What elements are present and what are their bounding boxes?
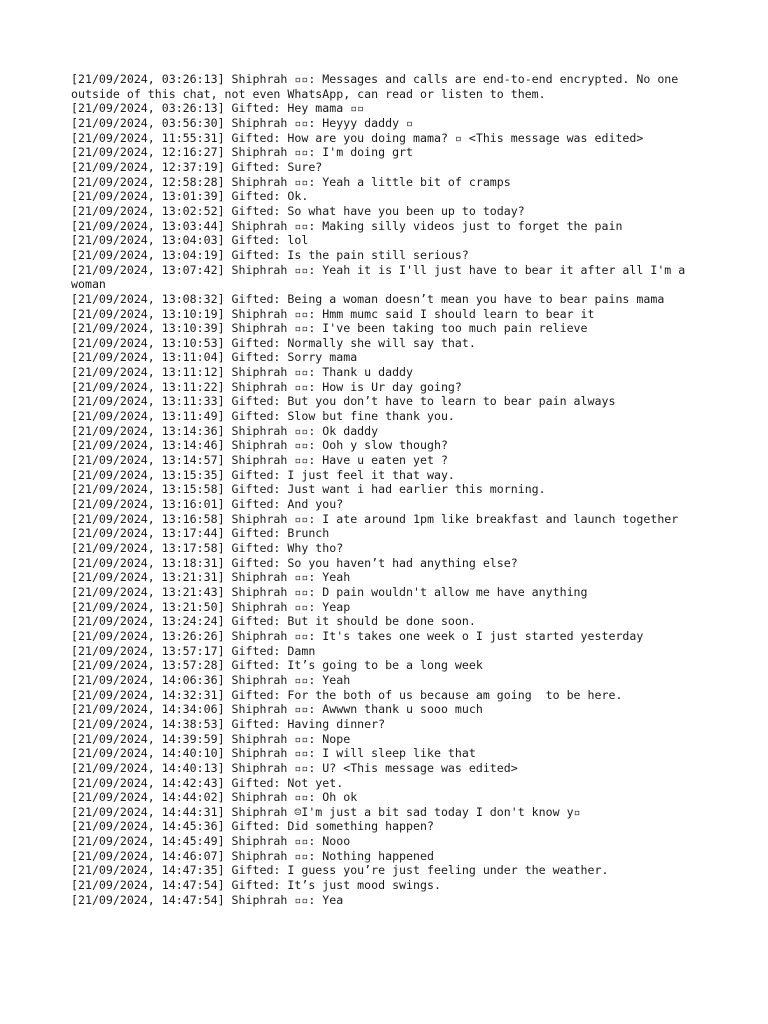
chat-line: [21/09/2024, 14:06:36] Shiphrah ▫▫: Yeah (71, 672, 351, 687)
chat-line: [21/09/2024, 14:40:13] Shiphrah ▫▫: U? <This message was edited> (71, 760, 518, 775)
chat-line: [21/09/2024, 13:10:53] Gifted: Normally she will say that. (71, 335, 476, 350)
chat-line: [21/09/2024, 13:17:58] Gifted: Why tho? (71, 541, 344, 555)
chat-line: [21/09/2024, 12:16:27] Shiphrah ▫▫: I'm doing grt (71, 145, 414, 160)
chat-line: [21/09/2024, 14:40:10] Shiphrah ▫▫: I will sleep like that (71, 746, 476, 761)
chat-line: [21/09/2024, 13:57:17] Gifted: Damn (71, 643, 316, 658)
chat-line: [21/09/2024, 14:47:54] Shiphrah ▫▫: Yea (71, 892, 344, 907)
chat-line: [21/09/2024, 14:32:31] Gifted: For the both of us because am going to be here. (71, 687, 623, 702)
chat-line: [21/09/2024, 14:44:31] Shiphrah ☹I'm just a bit sad today I don't know y▫ (71, 804, 581, 819)
chat-line: [21/09/2024, 14:47:54] Gifted: It’s just mood swings. (71, 878, 441, 893)
chat-line: [21/09/2024, 13:10:39] Shiphrah ▫▫: I've been taking too much pain relieve (71, 321, 588, 336)
chat-line: [21/09/2024, 13:16:01] Gifted: And you? (71, 497, 344, 512)
chat-line: [21/09/2024, 13:01:39] Gifted: Ok. (71, 189, 309, 204)
chat-line: [21/09/2024, 13:15:58] Gifted: Just want i had earlier this morning. (71, 482, 546, 497)
chat-line: [21/09/2024, 11:55:31] Gifted: How are you doing mama? ▫ <This message was edited> (71, 130, 644, 145)
chat-line: [21/09/2024, 14:45:36] Gifted: Did something happen? (71, 819, 434, 834)
chat-line: [21/09/2024, 12:37:19] Gifted: Sure? (71, 159, 323, 174)
chat-line: [21/09/2024, 13:04:03] Gifted: lol (71, 233, 309, 248)
chat-line: [21/09/2024, 13:11:12] Shiphrah ▫▫: Thank u daddy (71, 365, 414, 380)
chat-line: [21/09/2024, 14:39:59] Shiphrah ▫▫: Nope (71, 731, 351, 746)
chat-line: [21/09/2024, 14:44:02] Shiphrah ▫▫: Oh ok (71, 790, 358, 805)
chat-line: [21/09/2024, 14:45:49] Shiphrah ▫▫: Nooo (71, 834, 351, 849)
chat-line: [21/09/2024, 14:34:06] Shiphrah ▫▫: Awwwn thank u sooo much (71, 702, 483, 717)
chat-line: [21/09/2024, 13:14:57] Shiphrah ▫▫: Have u eaten yet ? (71, 453, 448, 468)
chat-line: [21/09/2024, 03:56:30] Shiphrah ▫▫: Heyyy daddy ▫ (71, 115, 414, 130)
chat-line: [21/09/2024, 14:42:43] Gifted: Not yet. (71, 775, 344, 790)
chat-line: [21/09/2024, 14:46:07] Shiphrah ▫▫: Nothing happened (71, 848, 434, 863)
chat-line: [21/09/2024, 13:11:04] Gifted: Sorry mama (71, 350, 358, 365)
chat-line: [21/09/2024, 13:11:49] Gifted: Slow but fine thank you. (71, 409, 455, 424)
chat-line: [21/09/2024, 12:58:28] Shiphrah ▫▫: Yeah a little bit of cramps (71, 174, 511, 189)
chat-line: [21/09/2024, 13:07:42] Shiphrah ▫▫: Yeah it is I'll just have to bear it after all I'm a woman (71, 262, 693, 292)
chat-line: [21/09/2024, 13:24:24] Gifted: But it should be done soon. (71, 614, 476, 629)
chat-line: [21/09/2024, 13:04:19] Gifted: Is the pain still serious? (71, 247, 469, 262)
chat-line: [21/09/2024, 13:16:58] Shiphrah ▫▫: I ate around 1pm like breakfast and launch together (71, 511, 679, 526)
chat-line: [21/09/2024, 13:15:35] Gifted: I just feel it that way. (71, 467, 455, 482)
chat-line: [21/09/2024, 13:21:31] Shiphrah ▫▫: Yeah (71, 570, 351, 585)
chat-line: [21/09/2024, 13:21:43] Shiphrah ▫▫: D pain wouldn't allow me have anything (71, 584, 588, 599)
chat-line: [21/09/2024, 14:47:35] Gifted: I guess you’re just feeling under the weather. (71, 863, 609, 878)
chat-line: [21/09/2024, 13:08:32] Gifted: Being a woman doesn’t mean you have to bear pains mama (71, 291, 665, 306)
chat-line: [21/09/2024, 13:57:28] Gifted: It’s going to be a long week (71, 658, 483, 673)
chat-line: [21/09/2024, 13:02:52] Gifted: So what have you been up to today? (71, 203, 525, 218)
chat-line: [21/09/2024, 13:26:26] Shiphrah ▫▫: It's takes one week o I just started yesterday (71, 628, 644, 643)
chat-line: [21/09/2024, 14:38:53] Gifted: Having dinner? (71, 716, 386, 731)
chat-line: [21/09/2024, 13:21:50] Shiphrah ▫▫: Yeap (71, 599, 351, 614)
chat-line: [21/09/2024, 13:14:46] Shiphrah ▫▫: Ooh y slow though? (71, 438, 448, 453)
chat-line: [21/09/2024, 13:17:44] Gifted: Brunch (71, 526, 330, 541)
chat-line: [21/09/2024, 13:11:22] Shiphrah ▫▫: How is Ur day going? (71, 379, 462, 394)
chat-line: [21/09/2024, 03:26:13] Shiphrah ▫▫: Messages and calls are end-to-end encrypted. No one outside of this chat, not even WhatsApp, can read or listen to them. (71, 72, 686, 101)
chat-line: [21/09/2024, 13:18:31] Gifted: So you haven’t had anything else? (71, 555, 518, 570)
chat-line: [21/09/2024, 13:10:19] Shiphrah ▫▫: Hmm mumc said I should learn to bear it (71, 306, 595, 321)
chat-line: [21/09/2024, 13:03:44] Shiphrah ▫▫: Making silly videos just to forget the pain (71, 218, 623, 233)
chat-transcript (71, 72, 699, 907)
chat-line: [21/09/2024, 13:11:33] Gifted: But you don’t have to learn to bear pain always (71, 394, 616, 409)
chat-line: [21/09/2024, 13:14:36] Shiphrah ▫▫: Ok daddy (71, 423, 379, 438)
chat-line: [21/09/2024, 03:26:13] Gifted: Hey mama ▫▫ (71, 101, 365, 116)
